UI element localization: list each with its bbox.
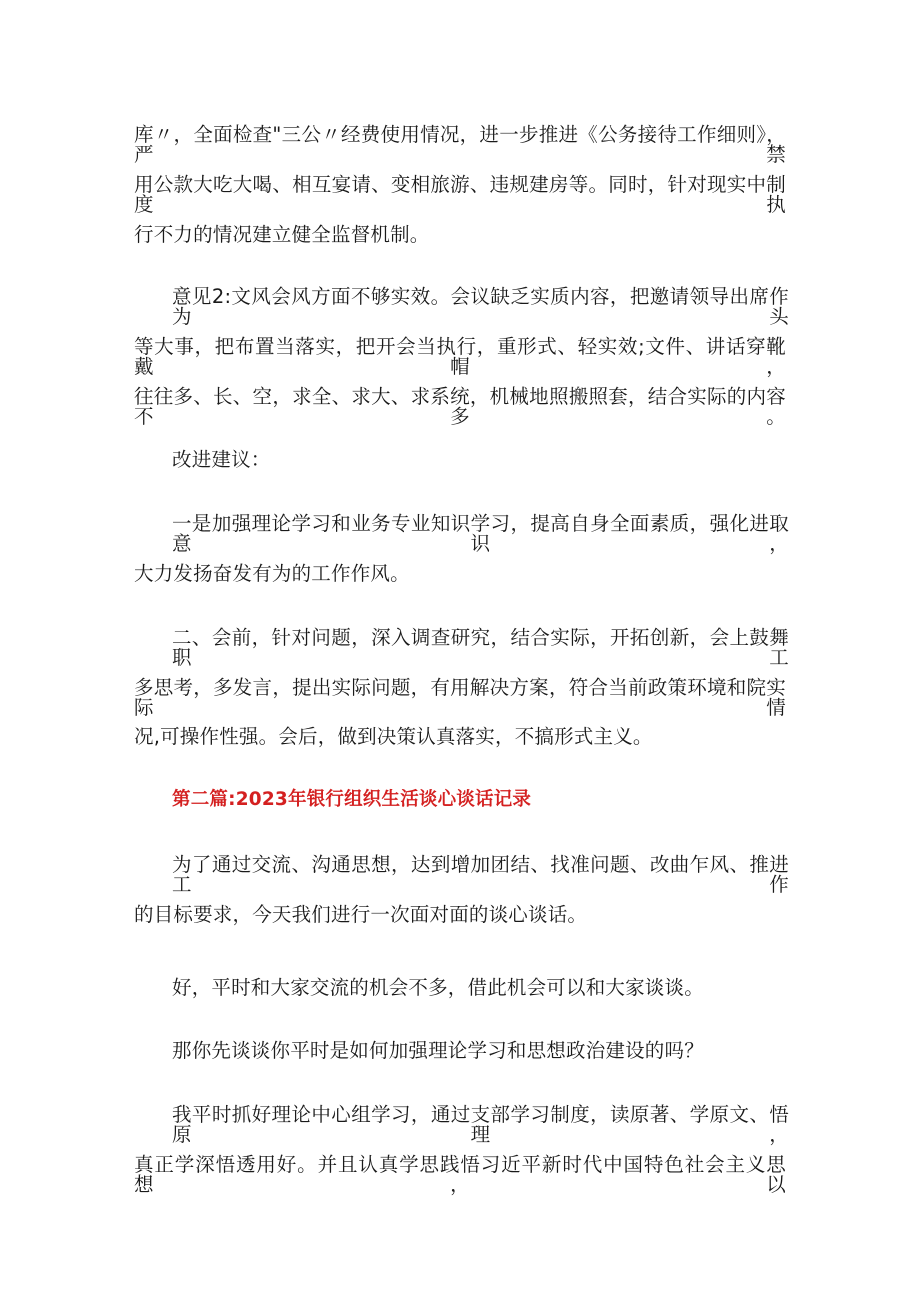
paragraph-1-line-3: 行不力的情况建立健全监督机制。	[134, 223, 430, 246]
paragraph-3-line-1: 改进建议：	[172, 448, 271, 471]
paragraph-2-line-3: 往往多、长、空，求全、求大、求系统，机械地照搬照套，结合实际的内容不多。	[134, 385, 786, 428]
paragraph-9-line-1: 我平时抓好理论中心组学习，通过支部学习制度，读原著、学原文、悟原理，	[172, 1103, 789, 1146]
paragraph-8-line-1: 那你先谈谈你平时是如何加强理论学习和思想政治建设的吗？	[172, 1039, 704, 1062]
paragraph-4-line-2: 大力发扬奋发有为的工作作风。	[134, 562, 410, 585]
paragraph-5-line-2: 多思考，多发言，提出实际问题，有用解决方案，符合当前政策环境和院实际情	[134, 676, 786, 719]
paragraph-6-line-1: 为了通过交流、沟通思想，达到增加团结、找准问题、改曲乍风、推进工作	[172, 853, 789, 896]
paragraph-9-line-2: 真正学深悟透用好。并且认真学思践悟习近平新时代中国特色社会主义思想，以	[134, 1153, 786, 1196]
paragraph-1-line-1: 库〃，全面检查"三公〃经费使用情况，进一步推进《公务接待工作细则》，严禁	[134, 123, 786, 166]
paragraph-6-line-2: 的目标要求，今天我们进行一次面对面的谈心谈话。	[134, 903, 588, 926]
paragraph-1-line-2: 用公款大吃大喝、相互宴请、变相旅游、违规建房等。同时，针对现实中制度执	[134, 173, 786, 216]
paragraph-5-line-1: 二、会前，针对问题，深入调查研究，结合实际，开拓创新，会上鼓舞职工	[172, 626, 789, 669]
paragraph-2-line-2: 等大事，把布置当落实，把开会当执行，重形式、轻实效;文件、讲话穿靴戴帽，	[134, 335, 786, 378]
paragraph-7-line-1: 好，平时和大家交流的机会不多，借此机会可以和大家谈谈。	[172, 976, 704, 999]
paragraph-5-line-3: 况,可操作性强。会后，做到决策认真落实，不搞形式主义。	[134, 725, 653, 748]
paragraph-4-line-1: 一是加强理论学习和业务专业知识学习，提高自身全面素质，强化进取意识，	[172, 512, 789, 555]
paragraph-2-line-1: 意见2:文风会风方面不够实效。会议缺乏实质内容，把邀请领导出席作为头	[172, 285, 789, 328]
section-heading: 第二篇:2023年银行组织生活谈心谈话记录	[172, 789, 532, 810]
